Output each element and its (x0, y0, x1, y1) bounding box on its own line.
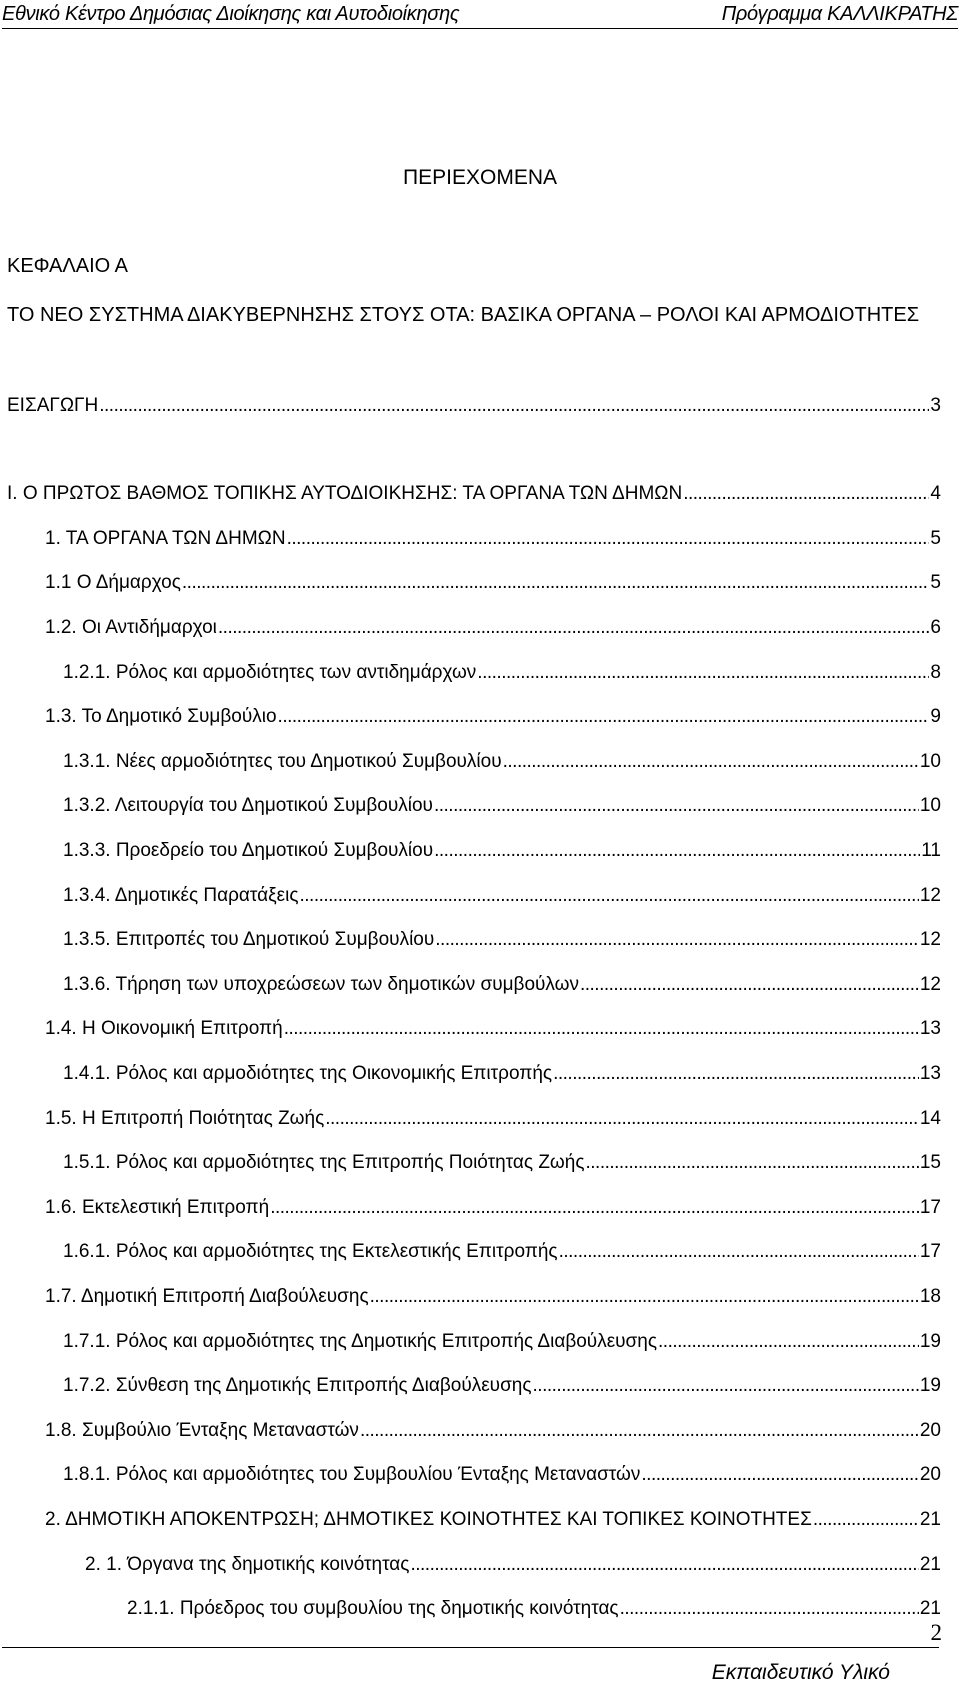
toc-entry-page: 15 (919, 1152, 941, 1173)
toc-entry-label: 2. 1. Όργανα της δημοτικής κοινότητας (85, 1554, 410, 1575)
toc-entry[interactable] (45, 1106, 941, 1132)
toc-entry-label: 1.3.3. Προεδρείο του Δημοτικού Συμβουλίου (63, 840, 434, 861)
toc-entry-label: 1.7.1. Ρόλος και αρμοδιότητες της Δημοτικής Επιτροπής Διαβούλευσης (63, 1331, 658, 1352)
toc-entry-page: 19 (919, 1375, 941, 1396)
footer-text: Εκπαιδευτικό Υλικό (711, 1661, 890, 1684)
toc-leader (434, 793, 919, 819)
toc-entry[interactable] (63, 1239, 941, 1265)
toc-entry[interactable] (7, 393, 941, 419)
toc-entry[interactable] (45, 1016, 941, 1042)
toc-entry[interactable] (63, 972, 941, 998)
toc-entry-label: 1.5.1. Ρόλος και αρμοδιότητες της Επιτροπής Ποιότητας Ζωής (63, 1152, 585, 1173)
toc-entry-label: 1.4. Η Οικονομική Επιτροπή (45, 1018, 283, 1039)
toc-entry-page: 10 (919, 795, 941, 816)
toc-leader (585, 1150, 918, 1176)
toc-entry-page: 5 (930, 528, 941, 549)
toc-entry[interactable] (45, 704, 941, 730)
toc-leader (325, 1106, 919, 1132)
chapter-title: ΤΟ ΝΕΟ ΣΥΣΤΗΜΑ ΔΙΑΚΥΒΕΡΝΗΣΗΣ ΣΤΟΥΣ ΟΤΑ: ΒΑΣΙΚΑ ΟΡΓΑΝΑ – ΡΟΛΟΙ ΚΑΙ ΑΡΜΟΔΙΟΤΗΤΕΣ (7, 304, 920, 326)
toc-leader (299, 883, 918, 909)
toc-leader (278, 704, 930, 730)
toc-leader (553, 1061, 919, 1087)
toc-leader (218, 615, 930, 641)
toc-entry[interactable] (63, 793, 941, 819)
toc-entry-page: 3 (930, 395, 941, 416)
toc-leader (434, 838, 920, 864)
toc-entry-page: 9 (930, 706, 941, 727)
toc-entry-label: 1.1 Ο Δήμαρχος (45, 572, 181, 593)
toc-entry-page: 17 (919, 1241, 941, 1262)
toc-leader (99, 393, 929, 419)
toc-entry-label: 1.3.4. Δημοτικές Παρατάξεις (63, 885, 299, 906)
toc-leader (503, 749, 919, 775)
page-header (2, 2, 958, 29)
toc-entry-page: 21 (919, 1598, 941, 1619)
toc-entry-label: 1.6. Εκτελεστική Επιτροπή (45, 1197, 270, 1218)
header-organization: Εθνικό Κέντρο Δημόσιας Διοίκησης και Αυτοδιοίκησης (2, 3, 460, 25)
toc-entry-page: 21 (919, 1509, 941, 1530)
toc-entry-page: 20 (919, 1464, 941, 1485)
toc-leader (559, 1239, 919, 1265)
toc-leader (641, 1462, 918, 1488)
toc-entry-page: 18 (919, 1286, 941, 1307)
toc-leader (533, 1373, 919, 1399)
toc-entry-page: 14 (919, 1108, 941, 1129)
toc-leader (477, 660, 929, 686)
toc-leader (683, 481, 929, 507)
toc-leader (410, 1552, 918, 1578)
toc-entry-label: 1.3.5. Επιτροπές του Δημοτικού Συμβουλίου (63, 929, 435, 950)
toc-entry[interactable] (63, 1329, 941, 1355)
toc-entry-label: 1.3.2. Λειτουργία του Δημοτικού Συμβουλίου (63, 795, 433, 816)
toc-entry-page: 13 (919, 1063, 941, 1084)
toc-leader (284, 1016, 919, 1042)
toc-entry-label: 1.7.2. Σύνθεση της Δημοτικής Επιτροπής Διαβούλευσης (63, 1375, 532, 1396)
toc-entry-label: 1.6.1. Ρόλος και αρμοδιότητες της Εκτελεστικής Επιτροπής (63, 1241, 558, 1262)
toc-entry[interactable] (63, 1061, 941, 1087)
toc-leader (658, 1329, 919, 1355)
toc-entry-label: 1. ΤΑ ΟΡΓΑΝΑ ΤΩΝ ΔΗΜΩΝ (45, 528, 286, 549)
toc-leader (287, 526, 930, 552)
toc-entry-label: 1.7. Δημοτική Επιτροπή Διαβούλευσης (45, 1286, 369, 1307)
toc-entry-page: 20 (919, 1420, 941, 1441)
toc-entry-label: 1.3.6. Τήρηση των υποχρεώσεων των δημοτικών συμβούλων (63, 974, 579, 995)
toc-entry-label: 1.3.1. Νέες αρμοδιότητες του Δημοτικού Συμβουλίου (63, 751, 502, 772)
toc-entry[interactable] (63, 1150, 941, 1176)
toc-entry-label: 2. ΔΗΜΟΤΙΚΗ ΑΠΟΚΕΝΤΡΩΣΗ; ΔΗΜΟΤΙΚΕΣ ΚΟΙΝΟΤΗΤΕΣ ΚΑΙ ΤΟΠΙΚΕΣ ΚΟΙΝΟΤΗΤΕΣ (45, 1509, 812, 1530)
toc-entry-page: 12 (919, 885, 941, 906)
toc-entry-label: 1.8. Συμβούλιο Ένταξης Μεταναστών (45, 1420, 359, 1441)
toc-entry[interactable] (63, 927, 941, 953)
chapter-label: ΚΕΦΑΛΑΙΟ Α (7, 255, 129, 277)
toc-entry-label: 2.1.1. Πρόεδρος του συμβουλίου της δημοτικής κοινότητας (127, 1598, 619, 1619)
toc-entry-label: Ι. Ο ΠΡΩΤΟΣ ΒΑΘΜΟΣ ΤΟΠΙΚΗΣ ΑΥΤΟΔΙΟΙΚΗΣΗΣ: ΤΑ ΟΡΓΑΝΑ ΤΩΝ ΔΗΜΩΝ (7, 483, 683, 504)
toc-entry[interactable] (45, 1418, 941, 1444)
toc-leader (182, 570, 930, 596)
toc-entry[interactable] (7, 481, 941, 507)
toc-entry-page: 13 (919, 1018, 941, 1039)
toc-leader (270, 1195, 919, 1221)
toc-entry-page: 4 (930, 483, 941, 504)
toc-entry-page: 19 (919, 1331, 941, 1352)
toc-entry-label: 1.4.1. Ρόλος και αρμοδιότητες της Οικονομικής Επιτροπής (63, 1063, 553, 1084)
footer-rule (2, 1647, 939, 1648)
toc-entry-page: 8 (930, 662, 941, 683)
toc-entry[interactable] (63, 749, 941, 775)
toc-entry[interactable] (45, 1284, 941, 1310)
toc-entry-page: 5 (930, 572, 941, 593)
toc-entry-page: 12 (919, 929, 941, 950)
toc-entry[interactable] (45, 1195, 941, 1221)
toc-leader (360, 1418, 919, 1444)
contents-title: ΠΕΡΙΕΧΟΜΕΝΑ (402, 166, 558, 189)
toc-entry-label: 1.2.1. Ρόλος και αρμοδιότητες των αντιδημάρχων (63, 662, 477, 683)
toc-entry[interactable] (63, 883, 941, 909)
toc-entry-label: ΕΙΣΑΓΩΓΗ (7, 395, 99, 416)
toc-leader (580, 972, 919, 998)
toc-leader (620, 1596, 919, 1622)
toc-entry[interactable] (127, 1596, 941, 1622)
header-program: Πρόγραμμα ΚΑΛΛΙΚΡΑΤΗΣ (721, 3, 958, 25)
toc-leader (370, 1284, 919, 1310)
toc-entry-label: 1.8.1. Ρόλος και αρμοδιότητες του Συμβουλίου Ένταξης Μεταναστών (63, 1464, 641, 1485)
toc-entry-page: 6 (930, 617, 941, 638)
toc-entry-page: 17 (919, 1197, 941, 1218)
toc-entry-page: 21 (919, 1554, 941, 1575)
toc-entry[interactable] (85, 1552, 941, 1578)
toc-entry[interactable] (63, 838, 941, 864)
toc-entry-page: 11 (921, 840, 941, 861)
page-number: 2 (930, 1620, 942, 1645)
toc-entry[interactable] (45, 570, 941, 596)
toc-entry[interactable] (63, 660, 941, 686)
toc-entry[interactable] (45, 526, 941, 552)
toc-entry-label: 1.5. Η Επιτροπή Ποιότητας Ζωής (45, 1108, 325, 1129)
toc-entry[interactable] (63, 1462, 941, 1488)
toc-entry[interactable] (45, 1507, 941, 1533)
toc-entry[interactable] (45, 615, 941, 641)
toc-entry-page: 10 (919, 751, 941, 772)
toc-entry-label: 1.2. Οι Αντιδήμαρχοι (45, 617, 217, 638)
toc-entry[interactable] (63, 1373, 941, 1399)
toc-entry-label: 1.3. Το Δημοτικό Συμβούλιο (45, 706, 277, 727)
toc-leader (435, 927, 919, 953)
toc-leader (813, 1507, 919, 1533)
toc-entry-page: 12 (919, 974, 941, 995)
